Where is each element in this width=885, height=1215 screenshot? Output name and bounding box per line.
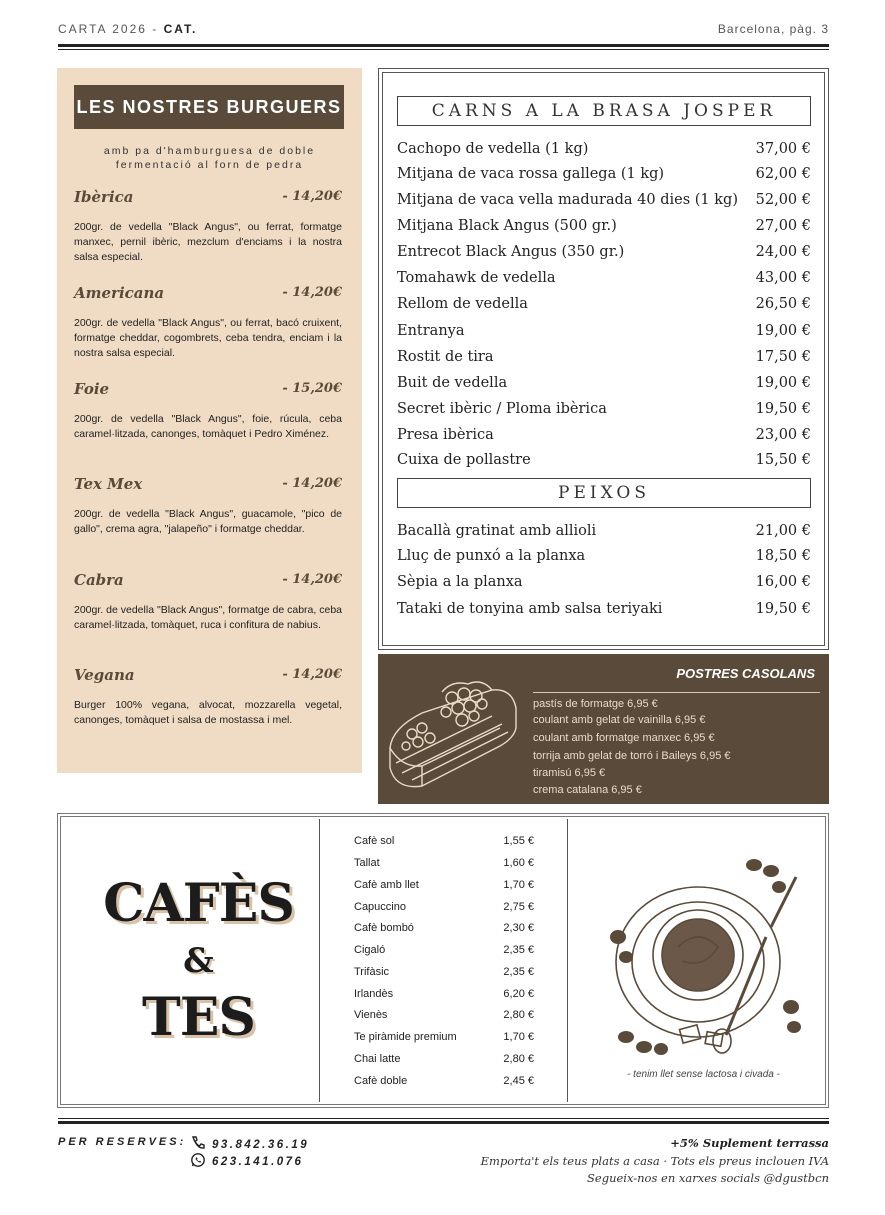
meat-name: Cachopo de vedella (1 kg) (397, 141, 589, 157)
coffee-name: Capuccino (354, 901, 406, 913)
fish-price: 21,00 € (755, 523, 811, 539)
burger-price: - 14,20€ (282, 476, 342, 491)
milk-note: - tenim llet sense lactosa i civada - (627, 1069, 780, 1080)
coffee-row (354, 944, 534, 960)
coffee-row (354, 835, 534, 851)
coffee-name: Cafè doble (354, 1075, 408, 1087)
header-language: CAT. (163, 22, 198, 36)
fish-row (397, 548, 811, 570)
fish-row (397, 574, 811, 596)
fish-name: Lluç de punxó a la planxa (397, 548, 586, 564)
coffee-name: Cafè bombó (354, 922, 414, 934)
meat-price: 23,00 € (755, 427, 811, 443)
meat-row (397, 218, 811, 240)
coffee-tea-box (57, 813, 829, 1108)
meat-row (397, 166, 811, 188)
fish-name: Bacallà gratinat amb allioli (397, 523, 597, 539)
desserts-panel (378, 654, 829, 804)
dessert-item: torrija amb gelat de torró i Baileys 6,95 € (533, 750, 731, 762)
coffee-row (354, 1075, 534, 1091)
meat-row (397, 296, 811, 318)
meat-row (397, 323, 811, 345)
coffee-cup-illustration (586, 857, 811, 1057)
coffee-tea-wordart (101, 872, 296, 1062)
phone-text: 93.842.36.19 (212, 1139, 310, 1151)
meat-name: Rellom de vedella (397, 296, 528, 312)
burger-name: Tex Mex (74, 475, 143, 493)
burger-description: 200gr. de vedella "Black Angus", guacamole, "pico de gallo", crema agra, "jalapeño" i formatge cheddar. (74, 508, 342, 535)
burger-description: 200gr. de vedella "Black Angus", formatge de cabra, ceba caramel·litzada, tomàquet, ruca i confitura de nabius. (74, 604, 342, 631)
burger-price: - 15,20€ (282, 381, 342, 396)
header-carta: CARTA 2026 - (58, 22, 164, 36)
meat-price: 19,50 € (755, 401, 811, 417)
meat-price: 52,00 € (755, 192, 811, 208)
dessert-item: tiramisú 6,95 € (533, 767, 606, 779)
fish-row (397, 523, 811, 545)
phone-number[interactable] (190, 1135, 309, 1151)
dessert-item: coulant amb formatge manxec 6,95 € (533, 732, 715, 744)
meat-name: Rostit de tira (397, 349, 494, 365)
meat-row (397, 375, 811, 397)
reservations-label: PER RESERVES: (58, 1136, 187, 1148)
wordart-cafes: CAFÈS (103, 873, 294, 934)
whatsapp-text: 623.141.076 (212, 1156, 304, 1168)
coffee-name: Vienès (354, 1009, 388, 1021)
coffee-row (354, 1053, 534, 1069)
coffee-price: 2,80 € (503, 1053, 534, 1065)
coffee-name: Irlandès (354, 988, 394, 1000)
whatsapp-icon (190, 1152, 206, 1168)
meat-row (397, 244, 811, 266)
header-page: Barcelona, pàg. 3 (717, 22, 829, 36)
meat-price: 19,00 € (755, 375, 811, 391)
meat-name: Entranya (397, 323, 465, 339)
fish-row (397, 601, 811, 623)
desserts-divider (533, 692, 820, 693)
meat-price: 19,00 € (755, 323, 811, 339)
footer-rule-thin (58, 1118, 829, 1119)
burger-price: - 14,20€ (282, 667, 342, 682)
coffee-row (354, 879, 534, 895)
fish-title: PEIXOS (397, 478, 811, 508)
coffee-row (354, 1031, 534, 1047)
takeaway-note: Emporta't els teus plats a casa · Tots els preus inclouen IVA (480, 1154, 829, 1168)
coffee-price: 1,60 € (503, 857, 534, 869)
meat-row (397, 141, 811, 163)
coffee-row (354, 901, 534, 917)
social-note: Segueix-nos en xarxes socials @dgustbcn (587, 1171, 829, 1185)
coffee-row (354, 922, 534, 938)
burger-name: Americana (74, 284, 165, 302)
burgers-subtitle: amb pa d'hamburguesa de doble fermentació al forn de pedra (103, 145, 316, 171)
fish-price: 18,50 € (755, 548, 811, 564)
dessert-item: coulant amb gelat de vainilla 6,95 € (533, 714, 706, 726)
meat-name: Mitjana Black Angus (500 gr.) (397, 218, 617, 234)
dessert-item: crema catalana 6,95 € (533, 784, 642, 796)
desserts-title: POSTRES CASOLANS (676, 666, 815, 681)
meat-name: Secret ibèric / Ploma ibèrica (397, 401, 607, 417)
coffee-row (354, 857, 534, 873)
meat-row (397, 401, 811, 423)
coffee-name: Tallat (354, 857, 380, 869)
burger-description: 200gr. de vedella "Black Angus", ou ferrat, bacó cruixent, formatge cheddar, cogombrets, ceba tendra, enciam i la nostra salsa especial. (74, 317, 342, 359)
meat-row (397, 452, 811, 474)
coffee-name: Cafè sol (354, 835, 395, 847)
burger-name: Vegana (74, 666, 135, 684)
burger-description: Burger 100% vegana, alvocat, mozzarella vegetal, canonges, tomàquet i salsa de mostassa i mel. (74, 699, 342, 726)
coffee-price: 2,80 € (503, 1009, 534, 1021)
meat-name: Mitjana de vaca vella madurada 40 dies (1 kg) (397, 192, 738, 208)
burger-price: - 14,20€ (282, 285, 342, 300)
terrace-surcharge: +5% Suplement terrassa (670, 1136, 829, 1150)
meat-price: 27,00 € (755, 218, 811, 234)
phone-icon (190, 1135, 206, 1151)
meat-row (397, 192, 811, 214)
coffee-price: 2,75 € (503, 901, 534, 913)
burger-name: Ibèrica (74, 188, 134, 206)
footer-rule (58, 1121, 829, 1124)
fish-name: Tataki de tonyina amb salsa teriyaki (397, 601, 663, 617)
meat-price: 43,00 € (755, 270, 811, 286)
coffee-divider-right (567, 819, 568, 1102)
meat-price: 17,50 € (755, 349, 811, 365)
cake-illustration (382, 668, 522, 793)
coffee-price: 2,30 € (503, 922, 534, 934)
coffee-price: 2,35 € (503, 966, 534, 978)
header-left (58, 22, 197, 36)
coffee-price: 2,45 € (503, 1075, 534, 1087)
coffee-row (354, 988, 534, 1004)
coffee-row (354, 1009, 534, 1025)
meat-row (397, 349, 811, 371)
meat-name: Buit de vedella (397, 375, 508, 391)
coffee-name: Cigaló (354, 944, 386, 956)
coffee-price: 1,55 € (503, 835, 534, 847)
meat-name: Presa ibèrica (397, 427, 494, 443)
page-header (58, 22, 829, 40)
coffee-price: 6,20 € (503, 988, 534, 1000)
meat-price: 37,00 € (755, 141, 811, 157)
coffee-row (354, 966, 534, 982)
coffee-divider-left (319, 819, 320, 1102)
burgers-panel (57, 68, 362, 773)
coffee-name: Cafè amb llet (354, 879, 419, 891)
burger-price: - 14,20€ (282, 572, 342, 587)
coffee-price: 2,35 € (503, 944, 534, 956)
meat-price: 26,50 € (755, 296, 811, 312)
coffee-name: Te piràmide premium (354, 1031, 457, 1043)
burger-description: 200gr. de vedella "Black Angus", ou ferrat, formatge manxec, pernil ibèric, mezclum d'enciams i la nostra salsa especial. (74, 221, 342, 263)
meat-row (397, 270, 811, 292)
burger-price: - 14,20€ (282, 189, 342, 204)
header-rule-thin (58, 49, 829, 50)
meat-name: Mitjana de vaca rossa gallega (1 kg) (397, 166, 665, 182)
burger-name: Foie (74, 380, 110, 398)
coffee-price: 1,70 € (503, 1031, 534, 1043)
meat-name: Tomahawk de vedella (397, 270, 556, 286)
fish-price: 16,00 € (755, 574, 811, 590)
header-rule (58, 44, 829, 47)
grill-menu-box (378, 68, 829, 650)
wordart-tes: TES (142, 987, 255, 1048)
meat-price: 62,00 € (755, 166, 811, 182)
burger-name: Cabra (74, 571, 124, 589)
meat-row (397, 427, 811, 449)
meat-price: 15,50 € (755, 452, 811, 468)
dessert-item: pastís de formatge 6,95 € (533, 698, 658, 710)
meat-name: Cuixa de pollastre (397, 452, 531, 468)
coffee-name: Chai latte (354, 1053, 401, 1065)
burgers-title: LES NOSTRES BURGUERS (74, 85, 344, 129)
meat-name: Entrecot Black Angus (350 gr.) (397, 244, 625, 260)
whatsapp-number[interactable] (190, 1152, 303, 1168)
meat-price: 24,00 € (755, 244, 811, 260)
meats-title: CARNS A LA BRASA JOSPER (397, 96, 811, 126)
wordart-ampersand: & (183, 941, 214, 981)
fish-name: Sèpia a la planxa (397, 574, 523, 590)
coffee-name: Trifàsic (354, 966, 390, 978)
burger-description: 200gr. de vedella "Black Angus", foie, rúcula, ceba caramel·litzada, canonges, tomàquet i Pedro Ximénez. (74, 413, 342, 440)
coffee-price: 1,70 € (503, 879, 534, 891)
fish-price: 19,50 € (755, 601, 811, 617)
